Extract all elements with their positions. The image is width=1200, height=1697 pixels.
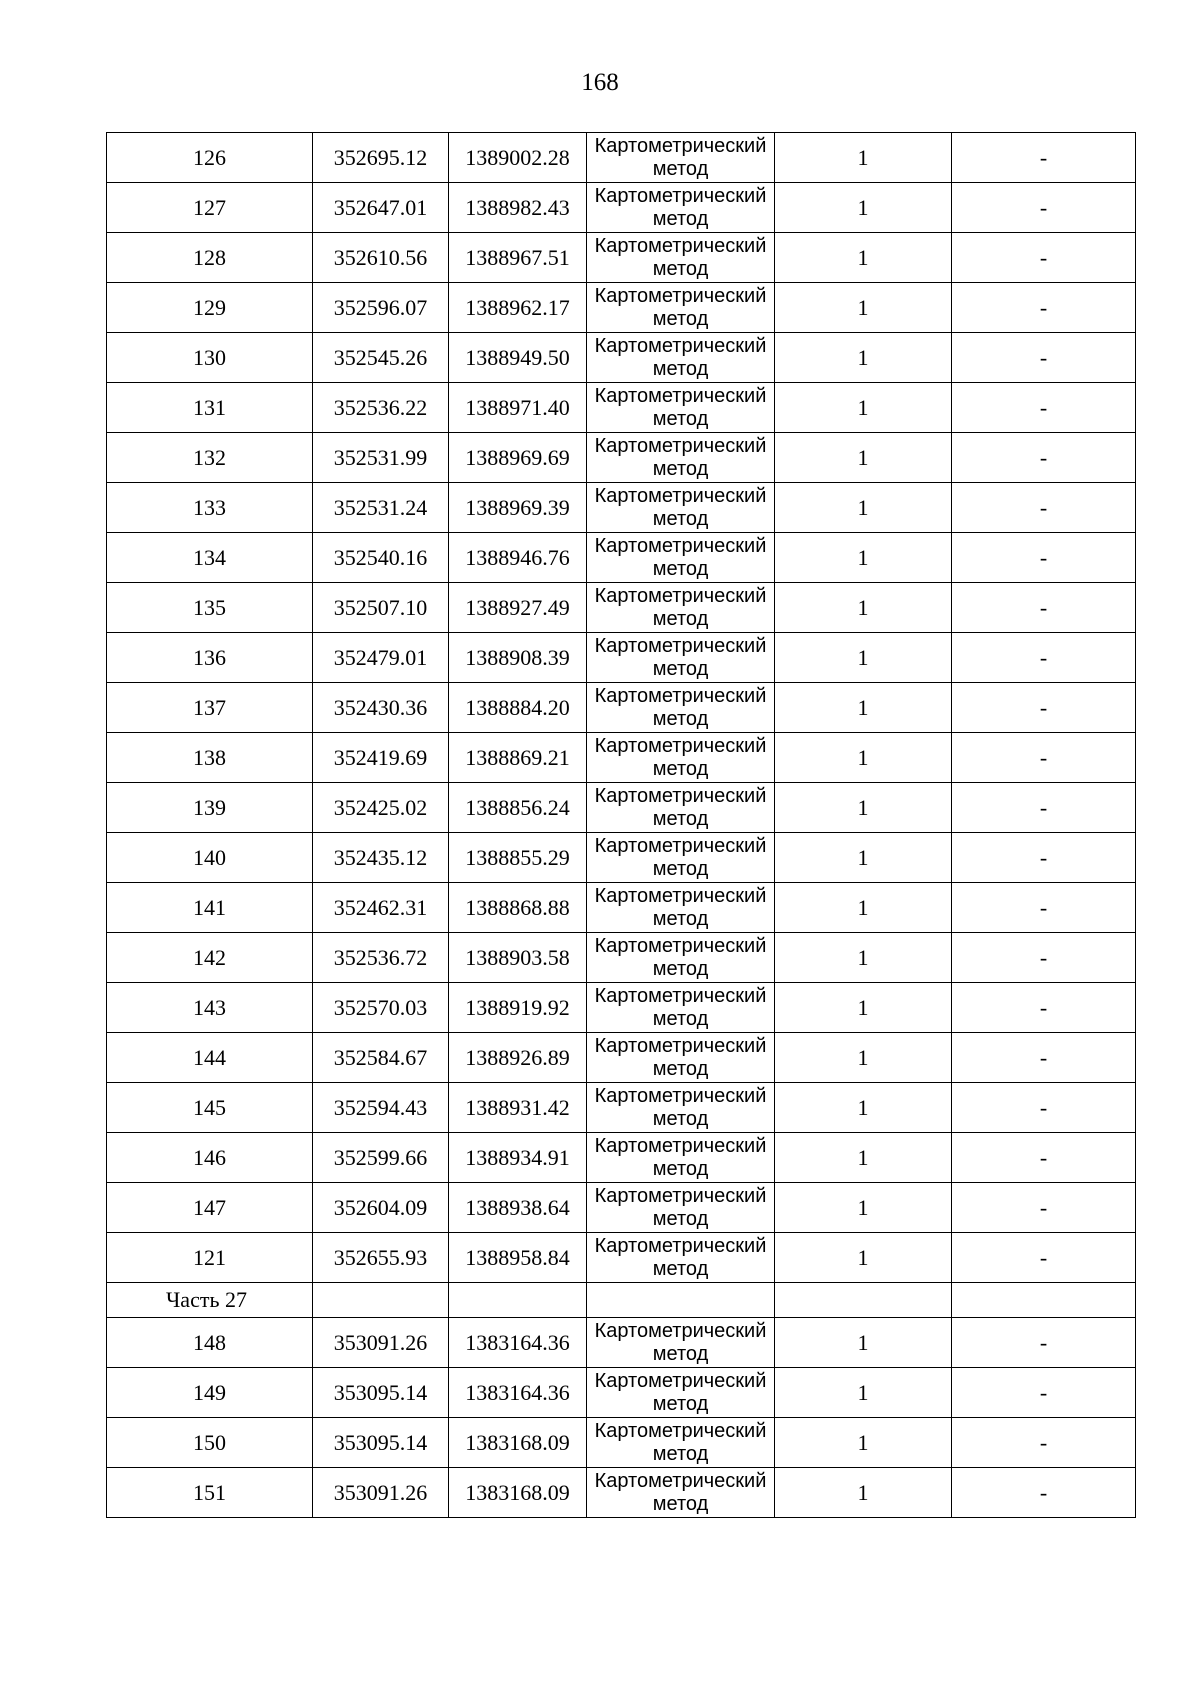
x-coordinate-cell: 352479.01 (313, 633, 449, 683)
accuracy-cell: 1 (775, 583, 952, 633)
coordinates-table (106, 132, 1136, 1518)
point-number-cell: 126 (107, 133, 313, 183)
x-coordinate-cell: 352430.36 (313, 683, 449, 733)
method-cell (587, 133, 775, 183)
note-cell: - (952, 933, 1136, 983)
table-row (107, 1083, 1136, 1133)
note-cell: - (952, 283, 1136, 333)
note-cell: - (952, 333, 1136, 383)
method-cell (587, 1233, 775, 1283)
y-coordinate-cell: 1388856.24 (449, 783, 587, 833)
accuracy-cell: 1 (775, 233, 952, 283)
y-coordinate-cell: 1388903.58 (449, 933, 587, 983)
note-cell: - (952, 733, 1136, 783)
accuracy-cell: 1 (775, 1468, 952, 1518)
point-number-cell: 134 (107, 533, 313, 583)
y-coordinate-cell: 1383168.09 (449, 1468, 587, 1518)
method-cell (587, 833, 775, 883)
x-coordinate-cell: 352545.26 (313, 333, 449, 383)
accuracy-cell: 1 (775, 933, 952, 983)
note-cell: - (952, 1083, 1136, 1133)
y-coordinate-cell: 1388868.88 (449, 883, 587, 933)
y-coordinate-cell: 1388908.39 (449, 633, 587, 683)
point-number-cell: 150 (107, 1418, 313, 1468)
method-cell (587, 783, 775, 833)
y-coordinate-cell: 1388969.39 (449, 483, 587, 533)
method-cell (587, 183, 775, 233)
note-cell: - (952, 833, 1136, 883)
method-cell (587, 483, 775, 533)
method-text: Картометрический метод (594, 835, 767, 880)
table-row (107, 483, 1136, 533)
method-cell (587, 1083, 775, 1133)
accuracy-cell: 1 (775, 1033, 952, 1083)
method-text: Картометрический метод (594, 1370, 767, 1415)
accuracy-cell: 1 (775, 833, 952, 883)
point-number-cell: 145 (107, 1083, 313, 1133)
y-coordinate-cell: 1388934.91 (449, 1133, 587, 1183)
accuracy-cell: 1 (775, 1318, 952, 1368)
accuracy-cell: 1 (775, 1233, 952, 1283)
method-text: Картометрический метод (594, 1035, 767, 1080)
x-coordinate-cell: 352435.12 (313, 833, 449, 883)
method-text: Картометрический метод (594, 935, 767, 980)
y-coordinate-cell: 1388962.17 (449, 283, 587, 333)
table-row (107, 583, 1136, 633)
empty-cell (952, 1283, 1136, 1318)
method-text: Картометрический метод (594, 735, 767, 780)
table-row (107, 933, 1136, 983)
method-cell (587, 1468, 775, 1518)
point-number-cell: 130 (107, 333, 313, 383)
accuracy-cell: 1 (775, 1368, 952, 1418)
note-cell: - (952, 1183, 1136, 1233)
accuracy-cell: 1 (775, 683, 952, 733)
method-text: Картометрический метод (594, 1235, 767, 1280)
note-cell: - (952, 233, 1136, 283)
method-text: Картометрический метод (594, 335, 767, 380)
x-coordinate-cell: 353091.26 (313, 1468, 449, 1518)
table-row (107, 983, 1136, 1033)
accuracy-cell: 1 (775, 1133, 952, 1183)
table-row (107, 1368, 1136, 1418)
x-coordinate-cell: 353091.26 (313, 1318, 449, 1368)
method-cell (587, 983, 775, 1033)
accuracy-cell: 1 (775, 483, 952, 533)
x-coordinate-cell: 352425.02 (313, 783, 449, 833)
x-coordinate-cell: 353095.14 (313, 1418, 449, 1468)
point-number-cell: 149 (107, 1368, 313, 1418)
table-row (107, 383, 1136, 433)
y-coordinate-cell: 1388869.21 (449, 733, 587, 783)
x-coordinate-cell: 353095.14 (313, 1368, 449, 1418)
method-text: Картометрический метод (594, 1320, 767, 1365)
table-row (107, 133, 1136, 183)
x-coordinate-cell: 352570.03 (313, 983, 449, 1033)
method-text: Картометрический метод (594, 385, 767, 430)
note-cell: - (952, 983, 1136, 1033)
note-cell: - (952, 1133, 1136, 1183)
method-cell (587, 383, 775, 433)
x-coordinate-cell: 352596.07 (313, 283, 449, 333)
method-text: Картометрический метод (594, 1085, 767, 1130)
note-cell: - (952, 1233, 1136, 1283)
table-row (107, 783, 1136, 833)
note-cell: - (952, 383, 1136, 433)
table-row (107, 733, 1136, 783)
table-row (107, 1233, 1136, 1283)
method-cell (587, 1418, 775, 1468)
note-cell: - (952, 683, 1136, 733)
point-number-cell: 139 (107, 783, 313, 833)
y-coordinate-cell: 1388927.49 (449, 583, 587, 633)
note-cell: - (952, 433, 1136, 483)
table-row (107, 683, 1136, 733)
note-cell: - (952, 483, 1136, 533)
table-body (107, 133, 1136, 1518)
x-coordinate-cell: 352695.12 (313, 133, 449, 183)
x-coordinate-cell: 352507.10 (313, 583, 449, 633)
y-coordinate-cell: 1383164.36 (449, 1318, 587, 1368)
method-text: Картометрический метод (594, 785, 767, 830)
method-text: Картометрический метод (594, 135, 767, 180)
method-cell (587, 1033, 775, 1083)
accuracy-cell: 1 (775, 133, 952, 183)
method-text: Картометрический метод (594, 1135, 767, 1180)
table-row (107, 283, 1136, 333)
point-number-cell: 148 (107, 1318, 313, 1368)
note-cell: - (952, 633, 1136, 683)
note-cell: - (952, 183, 1136, 233)
point-number-cell: 142 (107, 933, 313, 983)
x-coordinate-cell: 352584.67 (313, 1033, 449, 1083)
method-cell (587, 633, 775, 683)
accuracy-cell: 1 (775, 183, 952, 233)
method-cell (587, 1368, 775, 1418)
point-number-cell: 127 (107, 183, 313, 233)
table-row (107, 1133, 1136, 1183)
method-text: Картометрический метод (594, 985, 767, 1030)
accuracy-cell: 1 (775, 633, 952, 683)
table-row (107, 183, 1136, 233)
table-row (107, 433, 1136, 483)
x-coordinate-cell: 352531.99 (313, 433, 449, 483)
x-coordinate-cell: 352604.09 (313, 1183, 449, 1233)
note-cell: - (952, 1033, 1136, 1083)
method-cell (587, 733, 775, 783)
x-coordinate-cell: 352610.56 (313, 233, 449, 283)
y-coordinate-cell: 1388855.29 (449, 833, 587, 883)
note-cell: - (952, 1318, 1136, 1368)
table-row (107, 533, 1136, 583)
x-coordinate-cell: 352594.43 (313, 1083, 449, 1133)
y-coordinate-cell: 1388969.69 (449, 433, 587, 483)
method-cell (587, 1133, 775, 1183)
point-number-cell: 136 (107, 633, 313, 683)
point-number-cell: 132 (107, 433, 313, 483)
method-text: Картометрический метод (594, 1185, 767, 1230)
accuracy-cell: 1 (775, 533, 952, 583)
x-coordinate-cell: 352540.16 (313, 533, 449, 583)
method-cell (587, 583, 775, 633)
x-coordinate-cell: 352647.01 (313, 183, 449, 233)
y-coordinate-cell: 1388971.40 (449, 383, 587, 433)
table-row (107, 833, 1136, 883)
point-number-cell: 146 (107, 1133, 313, 1183)
method-cell (587, 283, 775, 333)
y-coordinate-cell: 1388884.20 (449, 683, 587, 733)
accuracy-cell: 1 (775, 733, 952, 783)
section-label: Часть 27 (107, 1283, 313, 1318)
point-number-cell: 151 (107, 1468, 313, 1518)
empty-cell (449, 1283, 587, 1318)
y-coordinate-cell: 1388982.43 (449, 183, 587, 233)
accuracy-cell: 1 (775, 383, 952, 433)
method-cell (587, 933, 775, 983)
point-number-cell: 128 (107, 233, 313, 283)
method-cell (587, 433, 775, 483)
note-cell: - (952, 1468, 1136, 1518)
table-row (107, 1468, 1136, 1518)
y-coordinate-cell: 1389002.28 (449, 133, 587, 183)
method-cell (587, 1318, 775, 1368)
y-coordinate-cell: 1388949.50 (449, 333, 587, 383)
y-coordinate-cell: 1388919.92 (449, 983, 587, 1033)
method-text: Картометрический метод (594, 885, 767, 930)
accuracy-cell: 1 (775, 783, 952, 833)
method-text: Картометрический метод (594, 485, 767, 530)
point-number-cell: 131 (107, 383, 313, 433)
method-cell (587, 1183, 775, 1233)
y-coordinate-cell: 1388931.42 (449, 1083, 587, 1133)
point-number-cell: 138 (107, 733, 313, 783)
y-coordinate-cell: 1383164.36 (449, 1368, 587, 1418)
accuracy-cell: 1 (775, 1083, 952, 1133)
note-cell: - (952, 583, 1136, 633)
point-number-cell: 129 (107, 283, 313, 333)
method-cell (587, 333, 775, 383)
method-text: Картометрический метод (594, 1420, 767, 1465)
y-coordinate-cell: 1388958.84 (449, 1233, 587, 1283)
note-cell: - (952, 1418, 1136, 1468)
point-number-cell: 121 (107, 1233, 313, 1283)
table-row (107, 1418, 1136, 1468)
accuracy-cell: 1 (775, 883, 952, 933)
x-coordinate-cell: 352655.93 (313, 1233, 449, 1283)
accuracy-cell: 1 (775, 983, 952, 1033)
accuracy-cell: 1 (775, 333, 952, 383)
method-text: Картометрический метод (594, 585, 767, 630)
empty-cell (313, 1283, 449, 1318)
point-number-cell: 143 (107, 983, 313, 1033)
point-number-cell: 135 (107, 583, 313, 633)
method-text: Картометрический метод (594, 685, 767, 730)
method-text: Картометрический метод (594, 185, 767, 230)
method-text: Картометрический метод (594, 635, 767, 680)
method-text: Картометрический метод (594, 435, 767, 480)
note-cell: - (952, 533, 1136, 583)
y-coordinate-cell: 1388938.64 (449, 1183, 587, 1233)
point-number-cell: 144 (107, 1033, 313, 1083)
method-cell (587, 533, 775, 583)
y-coordinate-cell: 1383168.09 (449, 1418, 587, 1468)
method-text: Картометрический метод (594, 285, 767, 330)
note-cell: - (952, 133, 1136, 183)
table-row (107, 233, 1136, 283)
method-cell (587, 683, 775, 733)
table-row (107, 1033, 1136, 1083)
x-coordinate-cell: 352462.31 (313, 883, 449, 933)
table-row (107, 1183, 1136, 1233)
x-coordinate-cell: 352419.69 (313, 733, 449, 783)
x-coordinate-cell: 352599.66 (313, 1133, 449, 1183)
method-text: Картометрический метод (594, 235, 767, 280)
point-number-cell: 141 (107, 883, 313, 933)
note-cell: - (952, 783, 1136, 833)
section-row (107, 1283, 1136, 1318)
x-coordinate-cell: 352536.22 (313, 383, 449, 433)
y-coordinate-cell: 1388946.76 (449, 533, 587, 583)
note-cell: - (952, 883, 1136, 933)
point-number-cell: 147 (107, 1183, 313, 1233)
y-coordinate-cell: 1388967.51 (449, 233, 587, 283)
table-row (107, 883, 1136, 933)
method-cell (587, 883, 775, 933)
method-text: Картометрический метод (594, 535, 767, 580)
x-coordinate-cell: 352536.72 (313, 933, 449, 983)
x-coordinate-cell: 352531.24 (313, 483, 449, 533)
accuracy-cell: 1 (775, 1183, 952, 1233)
point-number-cell: 137 (107, 683, 313, 733)
note-cell: - (952, 1368, 1136, 1418)
empty-cell (775, 1283, 952, 1318)
accuracy-cell: 1 (775, 283, 952, 333)
method-cell (587, 233, 775, 283)
empty-cell (587, 1283, 775, 1318)
table-row (107, 1318, 1136, 1368)
method-text: Картометрический метод (594, 1470, 767, 1515)
point-number-cell: 140 (107, 833, 313, 883)
page-number: 168 (581, 69, 619, 96)
table-row (107, 333, 1136, 383)
accuracy-cell: 1 (775, 1418, 952, 1468)
accuracy-cell: 1 (775, 433, 952, 483)
table-row (107, 633, 1136, 683)
point-number-cell: 133 (107, 483, 313, 533)
y-coordinate-cell: 1388926.89 (449, 1033, 587, 1083)
